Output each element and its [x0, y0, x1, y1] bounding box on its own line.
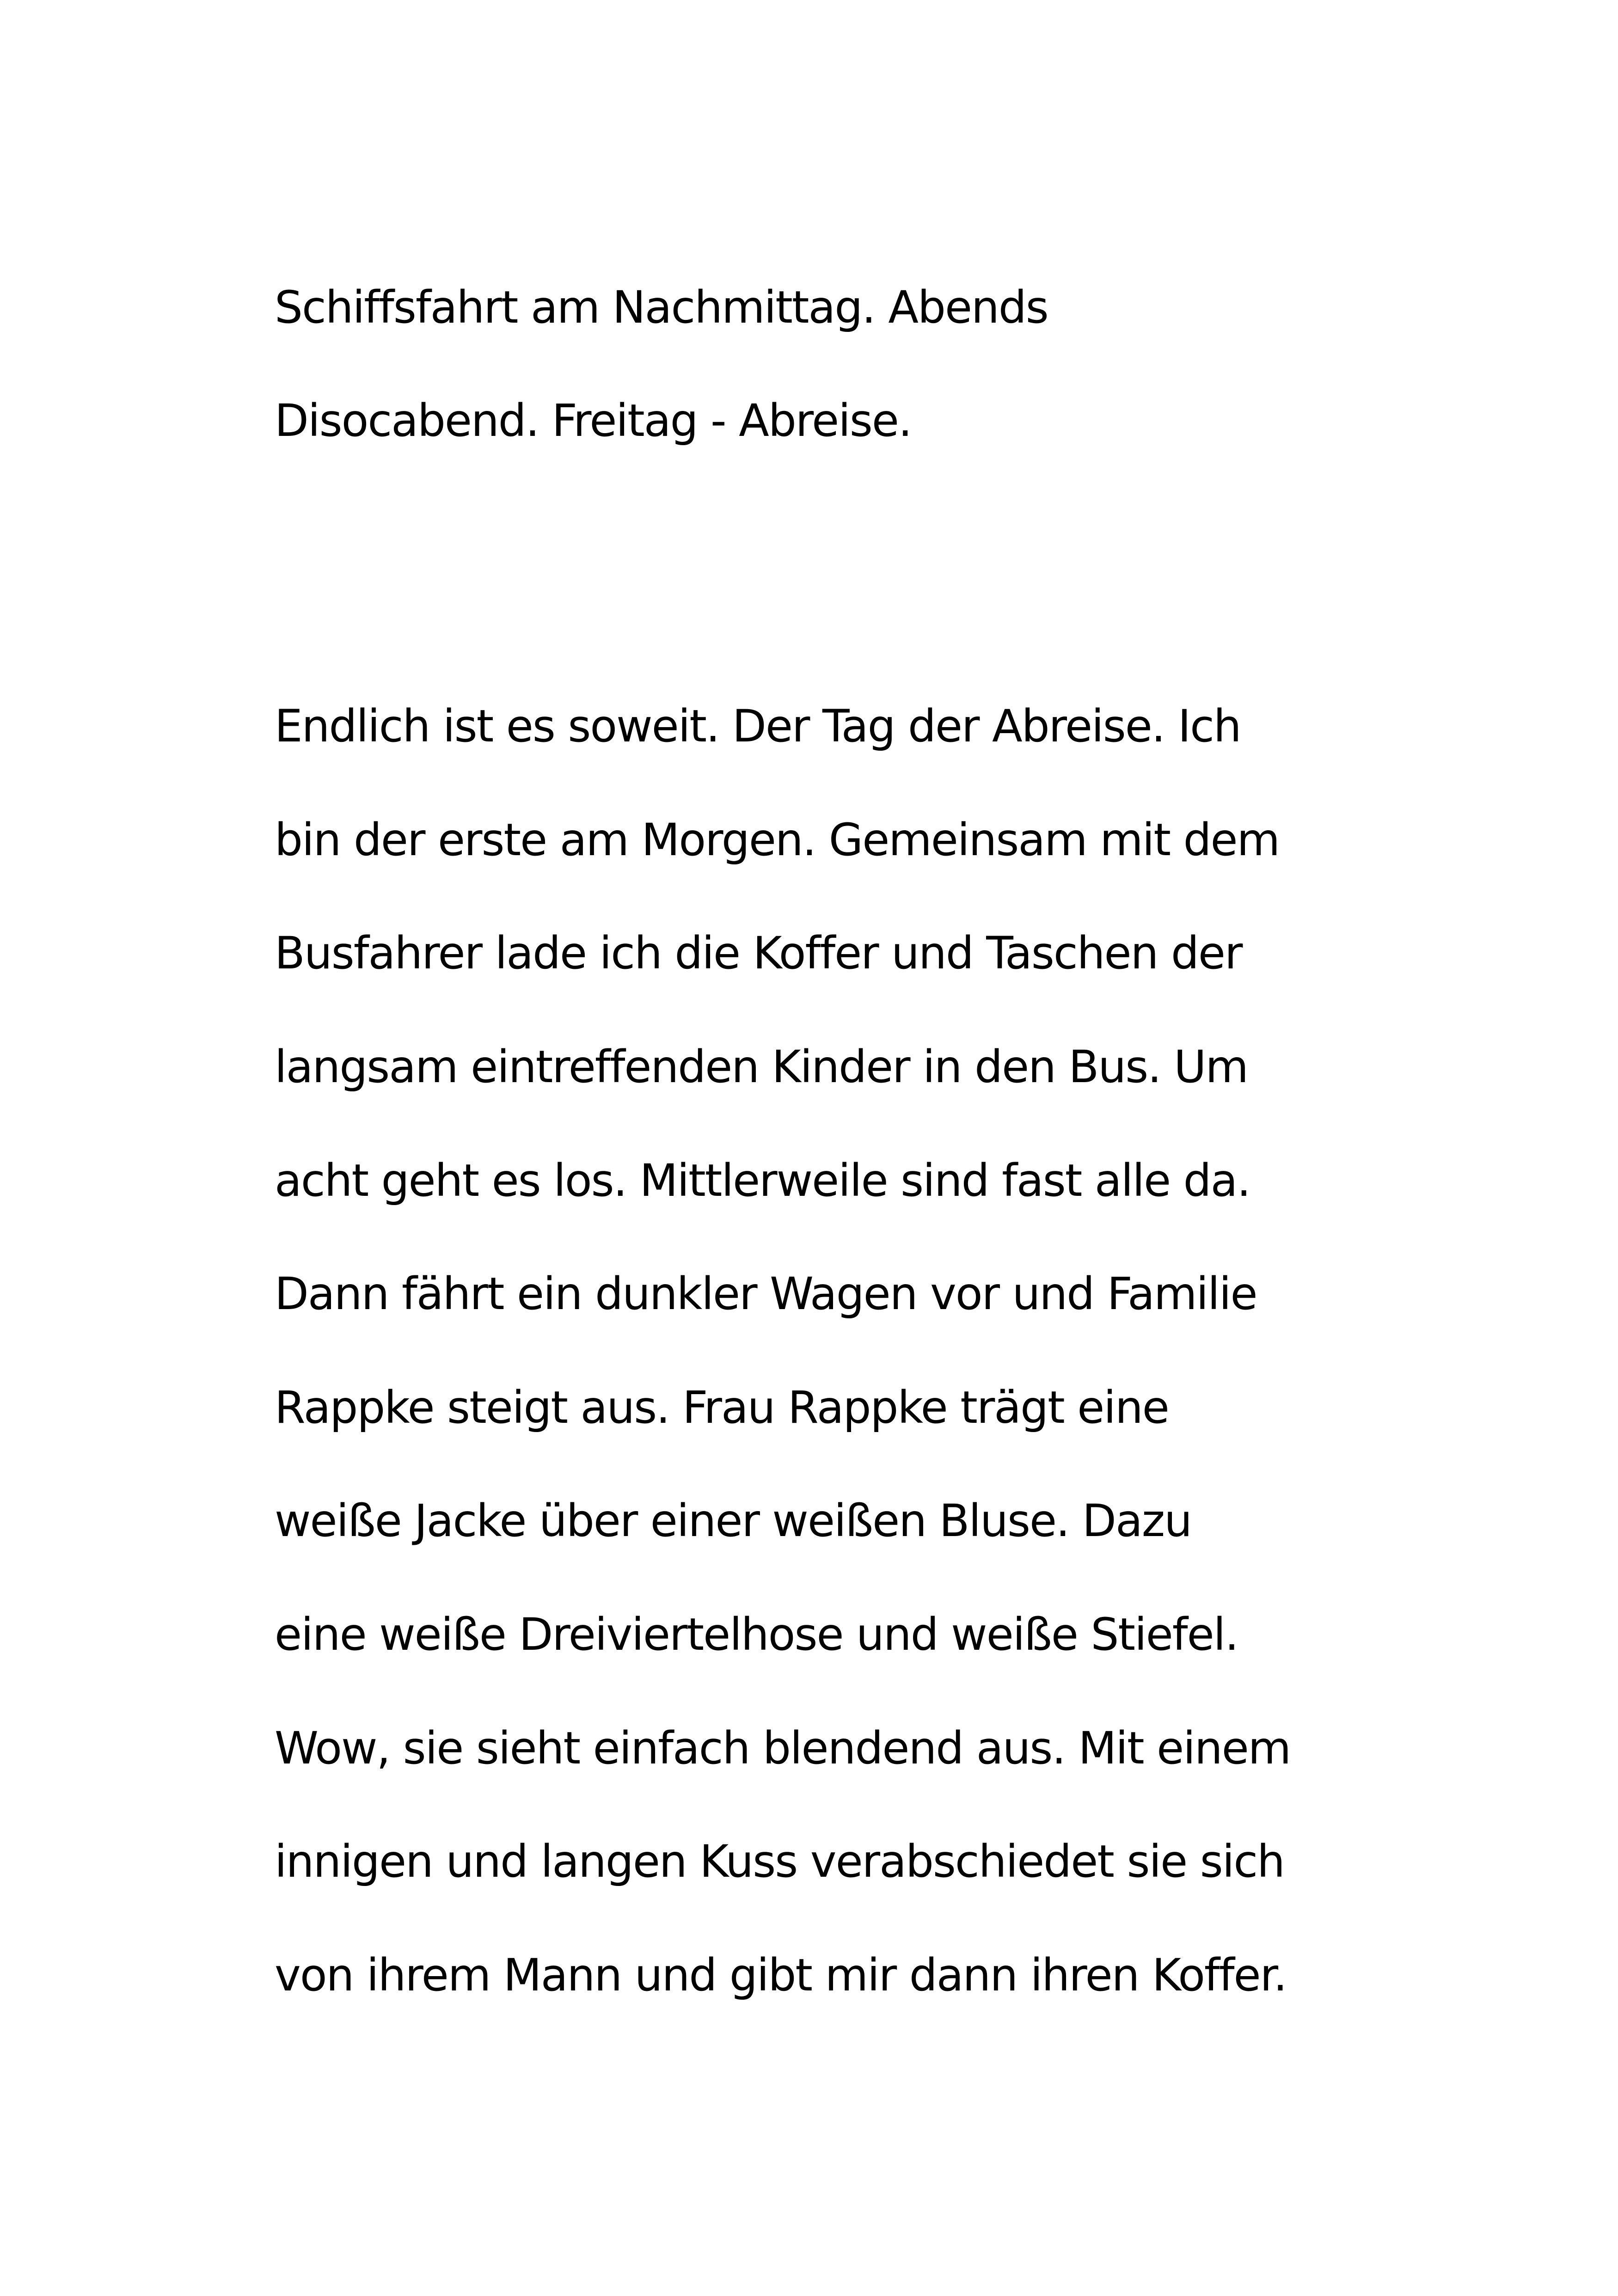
text-line: Dann fährt ein dunkler Wagen vor und Familie	[275, 1268, 1257, 1320]
text-line: Rappke steigt aus. Frau Rappke trägt eine	[275, 1382, 1169, 1433]
text-line: Endlich ist es soweit. Der Tag der Abreise. Ich	[275, 700, 1241, 752]
text-line: acht geht es los. Mittlerweile sind fast alle da.	[275, 1155, 1250, 1206]
text-line: Wow, sie sieht einfach blendend aus. Mit einem	[275, 1722, 1291, 1774]
text-line: weiße Jacke über einer weißen Bluse. Dazu	[275, 1495, 1192, 1547]
text-line: innigen und langen Kuss verabschiedet sie sich	[275, 1836, 1285, 1887]
text-line: Schiffsfahrt am Nachmittag. Abends	[275, 282, 1048, 333]
text-line: von ihrem Mann und gibt mir dann ihren Koffer.	[275, 1949, 1287, 2001]
text-line: eine weiße Dreiviertelhose und weiße Stiefel.	[275, 1609, 1238, 1660]
text-line: bin der erste am Morgen. Gemeinsam mit dem	[275, 814, 1280, 866]
text-line: Busfahrer lade ich die Koffer und Taschen der	[275, 927, 1242, 979]
text-line: Disocabend. Freitag - Abreise.	[275, 395, 912, 447]
text-line: langsam eintreffenden Kinder in den Bus. Um	[275, 1041, 1248, 1093]
